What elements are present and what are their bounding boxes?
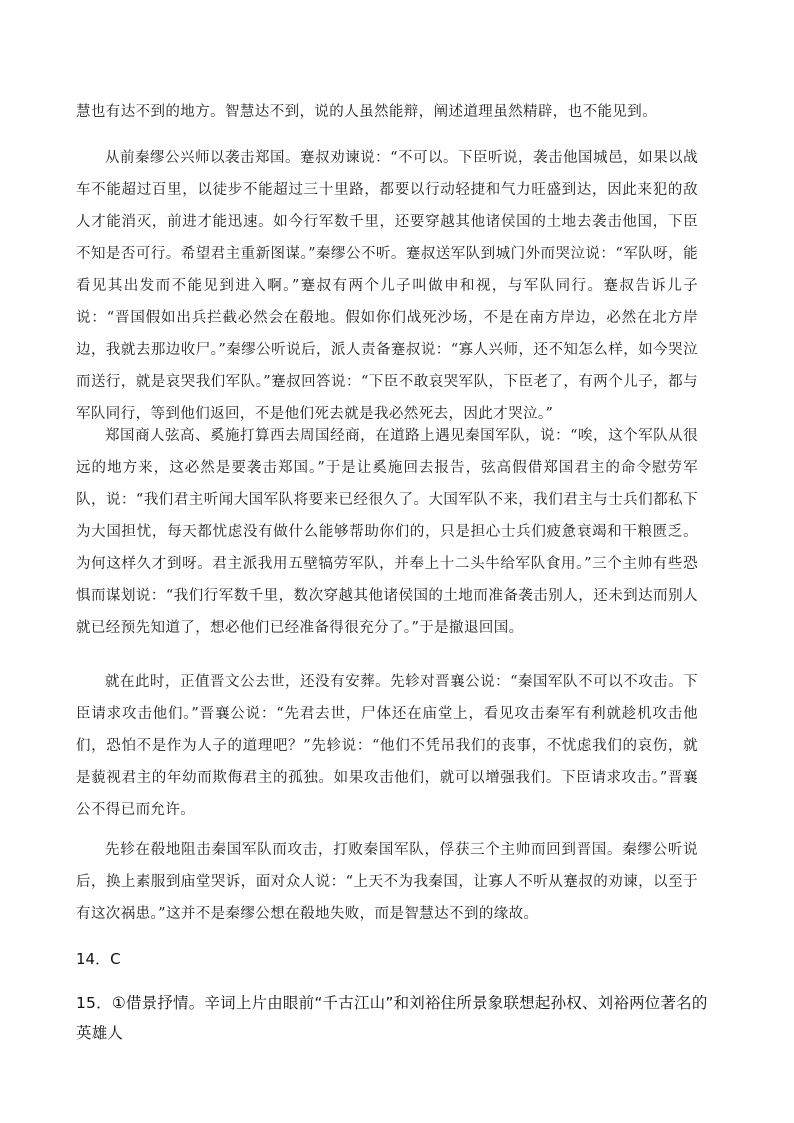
translation-paragraph-continued: 慧也有达不到的地方。智慧达不到，说的人虽然能辩，阐述道理虽然精辟，也不能见到。 bbox=[76, 104, 658, 120]
translation-paragraph-xiangao: 郑国商人弦高、奚施打算西去周国经商，在道路上遇见秦国军队，说：“唉，这个军队从很远的地方来，这必然是要袭击郑国。”于是让奚施回去报告，弦高假借郑国君主的命令慰劳军队，说：“我们君主听闻大国军队将要来已经很久了。大国军队不来，我们君主与士兵们都私下为大国担忧，每天都忧虑没有做什么能够帮助你们的，只是担心士兵们疲惫衰竭和干粮匮乏。为何这样久才到呀。君主派我用五壁犒劳军队，并奉上十二头牛给军队食用。”三个主帅有些恐惧而谋划说：“我们行军数千里，数次穿越其他诸侯国的土地而准备袭击别人，还未到达而别人就已经预先知道了，想必他们已经准备得很充分了。”于是撤退回国。 bbox=[76, 428, 698, 636]
answer-15: 15．①借景抒情。辛词上片由眼前“千古江山”和刘裕住所景象联想起孙权、刘裕两位著名的英雄人 bbox=[76, 994, 708, 1042]
answer-14: 14．C bbox=[76, 950, 121, 968]
translation-paragraph-conclusion: 先轸在殽地阻击秦国军队而攻击，打败秦国军队，俘获三个主帅而回到晋国。秦缪公听说后，换上素服到庙堂哭诉，面对众人说：“上天不为我秦国，让寡人不听从蹇叔的劝谏，以至于有这次祸患。”这并不是秦缪公想在殽地失败，而是智慧达不到的缘故。 bbox=[76, 842, 698, 922]
translation-paragraph-xianzhen: 就在此时，正值晋文公去世，还没有安葬。先轸对晋襄公说：“秦国军队不可以不攻击。下臣请求攻击他们。”晋襄公说：“先君去世，尸体还在庙堂上，看见攻击秦军有利就趁机攻击他们，恐怕不是作为人子的道理吧？”先轸说：“他们不凭吊我们的丧事，不忧虑我们的哀伤，就是藐视君主的年幼而欺侮君主的孤独。如果攻击他们，就可以增强我们。下臣请求攻击。”晋襄公不得已而允许。 bbox=[76, 674, 698, 818]
translation-paragraph-jianshu: 从前秦缪公兴师以袭击郑国。蹇叔劝谏说：“不可以。下臣听说，袭击他国城邑，如果以战车不能超过百里，以徒步不能超过三十里路，都要以行动轻捷和气力旺盛到达，因此来犯的敌人才能消灭，前进才能迅速。如今行军数千里，还要穿越其他诸侯国的土地去袭击他国，下臣不知是否可行。希望君主重新图谋。”秦缪公不听。蹇叔送军队到城门外而哭泣说：“军队呀，能看见其出发而不能见到进入啊。”蹇叔有两个儿子叫做申和视，与军队同行。蹇叔告诉儿子说：“晋国假如出兵拦截必然会在殽地。假如你们战死沙场，不是在南方岸边，必然在北方岸边，我就去那边收尸。”秦缪公听说后，派人责备蹇叔说：“寡人兴师，还不知怎么样，如今哭泣而送行，就是哀哭我们军队。”蹇叔回答说：“下臣不敢哀哭军队，下臣老了，有两个儿子，都与军队同行，等到他们返回，不是他们死去就是我必然死去，因此才哭泣。” bbox=[76, 150, 698, 422]
